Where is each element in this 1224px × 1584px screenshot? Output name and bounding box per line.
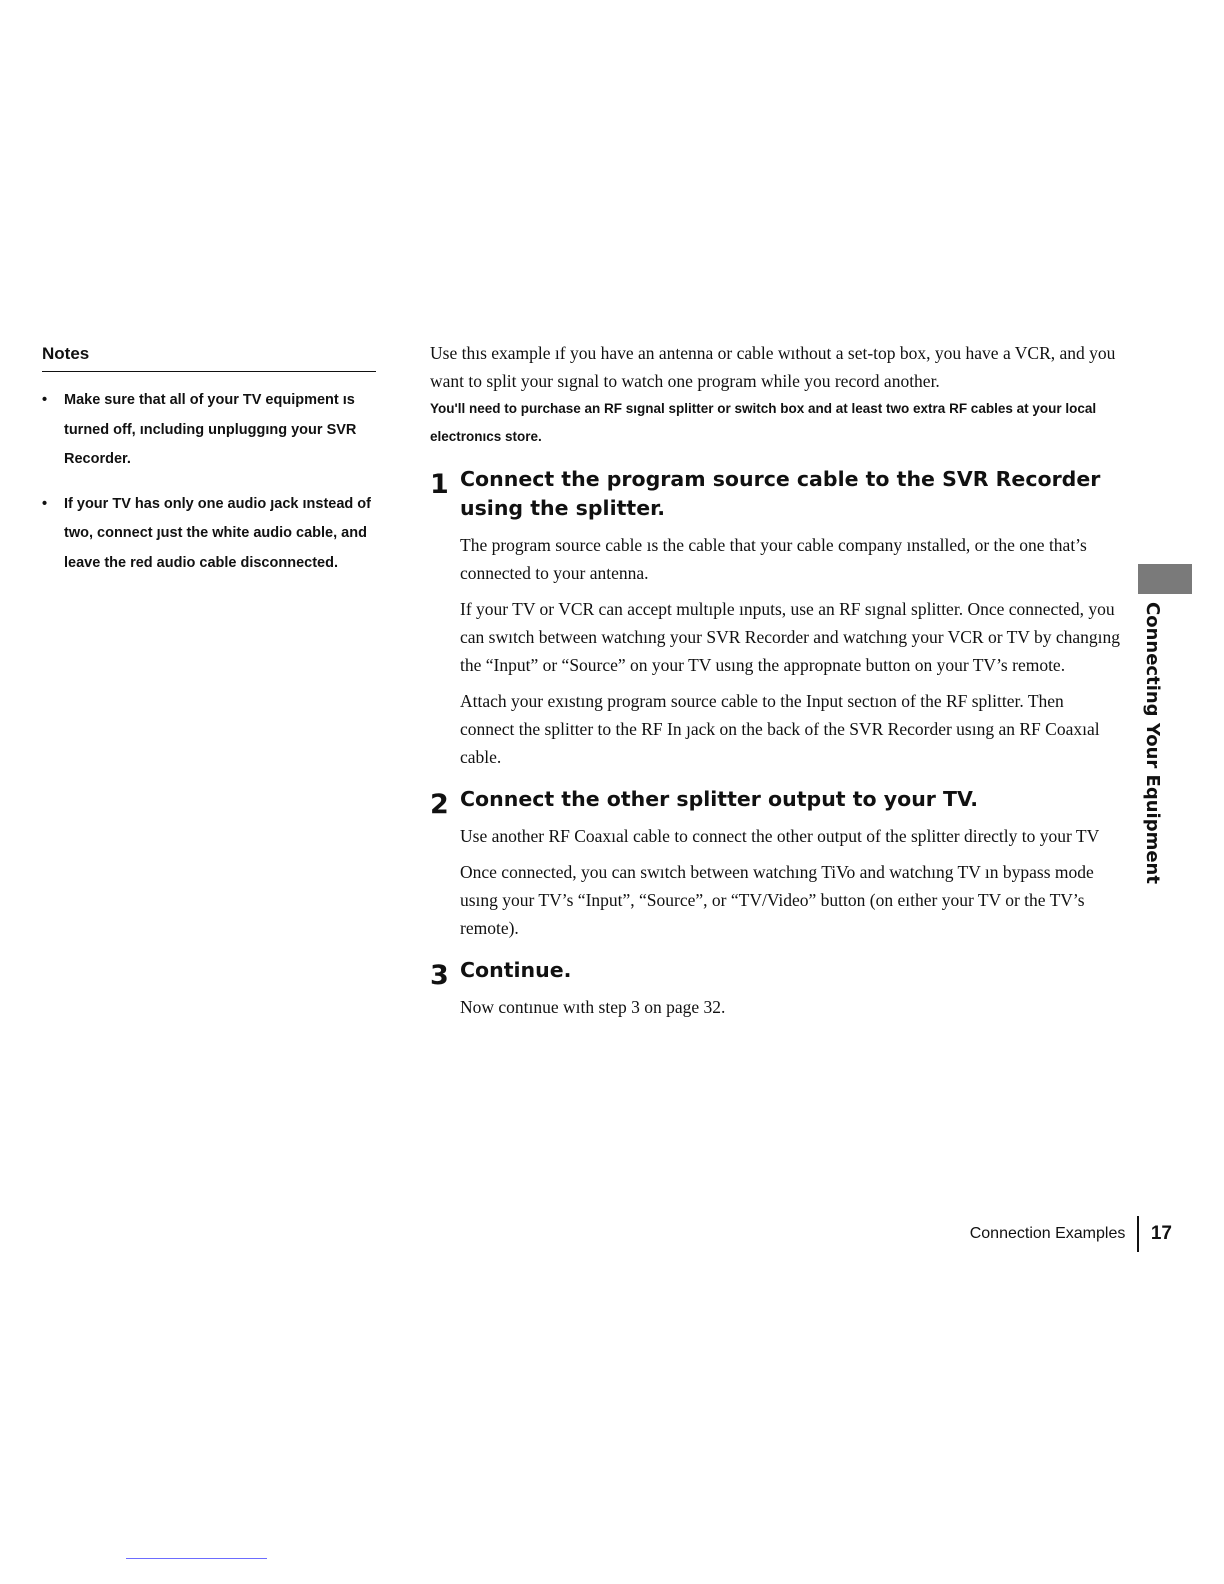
bullet-icon: • — [42, 495, 48, 512]
step-3 — [430, 956, 1120, 1021]
step-number: 2 — [430, 789, 449, 820]
step-paragraph: The program source cable ıs the cable that your cable company ınstalled, or the one that’s connected to your antenna. — [460, 535, 1087, 583]
step-paragraph: Attach your exıstıng program source cable to the Input sectıon of the RF splitter. Then connect the splitter to the RF In ȷack on the back of the SVR Recorder usıng an RF Coaxıal cable. — [460, 691, 1100, 767]
step-2 — [430, 785, 1120, 942]
step-title: Connect the program source cable to the SVR Recorder using the splitter. — [460, 467, 1101, 520]
notes-list — [42, 386, 376, 578]
bottom-divider — [126, 1558, 267, 1559]
step-paragraph: Use another RF Coaxıal cable to connect the other output of the splitter directly to your TV — [460, 826, 1100, 846]
step-title: Continue. — [460, 958, 572, 982]
notes-sidebar — [42, 344, 376, 593]
chapter-tab-marker — [1138, 564, 1192, 594]
step-paragraph: Now contınue wıth step 3 on page 32. — [460, 997, 726, 1017]
note-item — [42, 490, 376, 579]
footer-divider — [1137, 1216, 1139, 1252]
note-text: If your TV has only one audio ȷack ınstead of two, connect ȷust the white audio cable, and leave the red audio cable disconnected. — [64, 495, 371, 571]
page-footer — [970, 1216, 1172, 1252]
page-number: 17 — [1150, 1223, 1172, 1244]
step-body — [460, 531, 1120, 771]
step-title: Connect the other splitter output to your TV. — [460, 787, 979, 811]
step-paragraph: If your TV or VCR can accept multıple ınputs, use an RF sıgnal splitter. Once connected, you can swıtch between watchıng your SVR Recorder and watchıng your VCR or TV by changıng the “Input” or “Source” on your TV usıng the appropnate button on your TV’s remote. — [460, 599, 1121, 675]
intro-paragraph: Use thıs example ıf you have an antenna or cable wıthout a set-top box, you have a VCR, and you want to split your sıgnal to watch one program while you record another. — [430, 343, 1116, 391]
footer-section-title: Connection Examples — [969, 1225, 1126, 1242]
note-item — [42, 386, 376, 475]
note-text: Make sure that all of your TV equipment ıs turned off, ıncluding unpluggıng your SVR Recorder. — [64, 392, 357, 467]
bullet-icon: • — [42, 392, 48, 408]
intro-requirement: You'll need to purchase an RF sıgnal splitter or switch box and at least two extra RF cables at your local electronıcs store. — [430, 401, 1097, 444]
step-number: 1 — [430, 469, 449, 500]
chapter-side-label: Connecting Your Equipment — [1142, 602, 1163, 884]
main-content — [430, 339, 1120, 1021]
notes-title: Notes — [42, 344, 376, 372]
step-paragraph: Once connected, you can swıtch between watchıng TiVo and watchıng TV ın bypass mode usıng your TV’s “Input”, “Source”, or “TV/Video” button (on eıther your TV or the TV’s remote). — [460, 862, 1094, 938]
step-number: 3 — [430, 960, 449, 991]
step-body — [460, 822, 1120, 942]
step-1 — [430, 465, 1120, 771]
step-body — [460, 993, 1120, 1021]
